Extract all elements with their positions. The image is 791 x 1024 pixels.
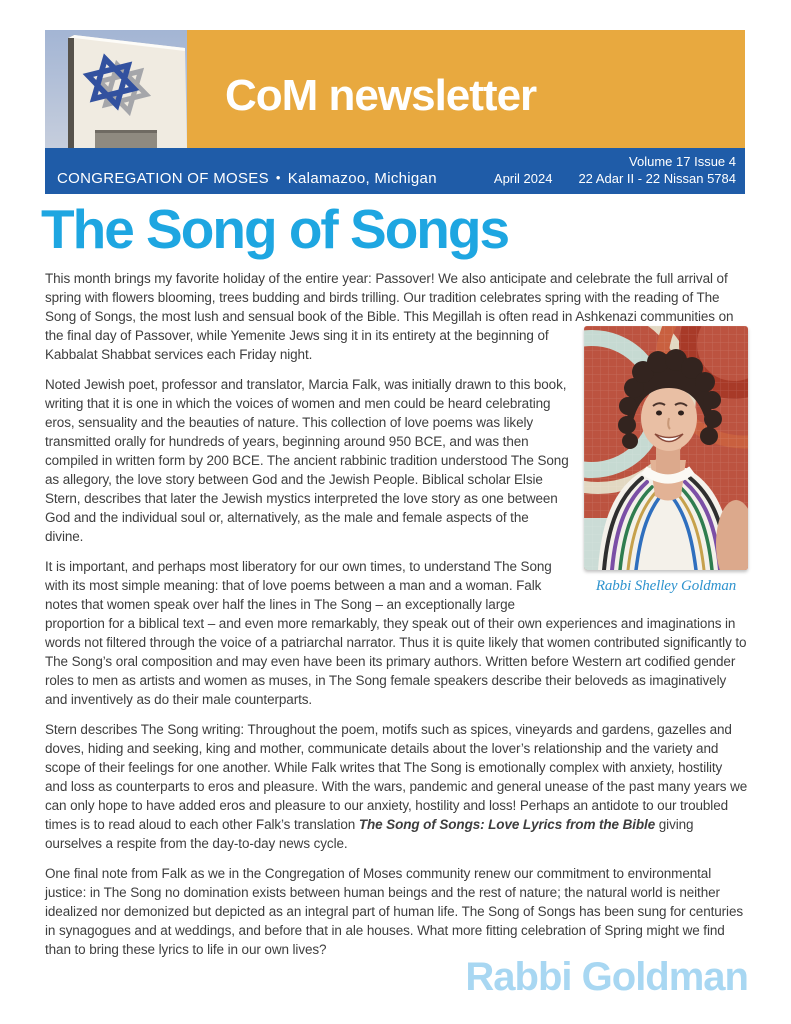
- paragraph-4-text-end: giving ourselves a respite from the day-to-day news cycle.: [45, 817, 694, 851]
- rabbi-portrait-photo: [584, 326, 748, 570]
- org-name: CONGREGATION OF MOSES: [57, 170, 269, 187]
- star-of-david-icon: [45, 30, 187, 148]
- newsletter-title: CoM newsletter: [225, 71, 537, 120]
- signature: Rabbi Goldman: [465, 955, 748, 999]
- org-line: [57, 170, 437, 187]
- info-bar: [45, 148, 745, 194]
- article-paragraph-3: It is important, and perhaps most liberatory for our own times, to understand The Song with its most simple meaning: that of love poems between a man and a woman. Falk notes that women speak over half the lines in The Song – an exceptionally large proportion for a biblical text – and even more remarkably, they speak out of their own experiences and imaginations in words not filtered through the voice of a patriarchal narrator. Thus it is quite likely that women contributed significantly to The Song’s oral composition and may even have been its primary authors. Written before Western art codified gender roles to men as artists and women as muses, in The Song female speakers describe their beloveds as imaginatively and inventively as do their male counterparts.: [45, 559, 747, 707]
- masthead-row: [45, 30, 745, 148]
- bullet-separator: •: [275, 170, 281, 185]
- masthead: [0, 30, 791, 194]
- article: [41, 198, 748, 999]
- banner: [187, 30, 745, 148]
- article-title: The Song of Songs: [41, 198, 509, 260]
- synagogue-sign-photo: [45, 30, 187, 148]
- issue-block: [494, 153, 736, 187]
- photo-caption: Rabbi Shelley Goldman: [595, 578, 737, 594]
- date-hebrew: 22 Adar II - 22 Nissan 5784: [578, 171, 736, 186]
- org-location: Kalamazoo, Michigan: [287, 170, 437, 187]
- paragraph-4-text: Stern describes The Song writing: Throughout the poem, motifs such as spices, vineyards and gardens, gazelles and doves, hiding and seeking, king and mother, communicate details about the lover’s relationship and the variety and scope of their feelings for one another. While Falk writes that The Song is emotionally complex with anxiety, hostility and loss as counterparts to eros and pleasure. With the wars, pandemic and general unease of the past many years we can only hope to have added eros and pleasure to our anxiety, hostility and loss! Perhaps an antidote to our troubled times is to read aloud to each other Falk’s translation: [45, 722, 748, 832]
- article-paragraph-2: Noted Jewish poet, professor and translator, Marcia Falk, was initially drawn to this book, writing that it is one in which the voices of women and men could be heard celebrating eros, sensuality and the beauties of nature. This collection of love poems was likely transmitted orally for hundreds of years, beginning around 950 BCE, and was then compiled in written form by 200 BCE. The ancient rabbinic tradition understood The Song as allegory, the love story between God and the Jewish People. Biblical scholar Elsie Stern, describes that later the Jewish mystics interpreted the love story as one between God and the individual soul or, alternatively, as the male and female aspects of the divine.: [45, 377, 569, 544]
- book-title: The Song of Songs: Love Lyrics from the Bible: [358, 817, 656, 832]
- article-paragraph-4: [45, 720, 748, 853]
- rabbi-photo-figure: [584, 326, 748, 596]
- date-line: [494, 170, 736, 187]
- article-paragraph-5: One final note from Falk as we in the Congregation of Moses community renew our commitment to environmental justice: in The Song no domination exists between human beings and the rest of nature; the natural world is neither idealized nor demonized but depicted as an integral part of human life. The Song of Songs has been sung for centuries in synagogues and at weddings, and before that in ale houses. What more fitting celebration of Spring might we find than to bring these lyrics to life in our own lives?: [45, 866, 744, 957]
- article-paragraph-1: This month brings my favorite holiday of the entire year: Passover! We also anticipate and celebrate the full arrival of spring with flowers blooming, trees budding and birds trilling. Our tradition celebrates spring with the reading of The Song of Songs, the most lush and sensual book of the Bible. This Megillah is often read in Ashkenazi communities on the final day of Passover, while Yemenite Jews sing it in its entirety at the beginning of Kabbalat Shabbat services each Friday night.: [45, 271, 734, 362]
- volume-issue: Volume 17 Issue 4: [629, 154, 736, 169]
- date-gregorian: April 2024: [493, 171, 553, 186]
- article-body: [45, 269, 748, 999]
